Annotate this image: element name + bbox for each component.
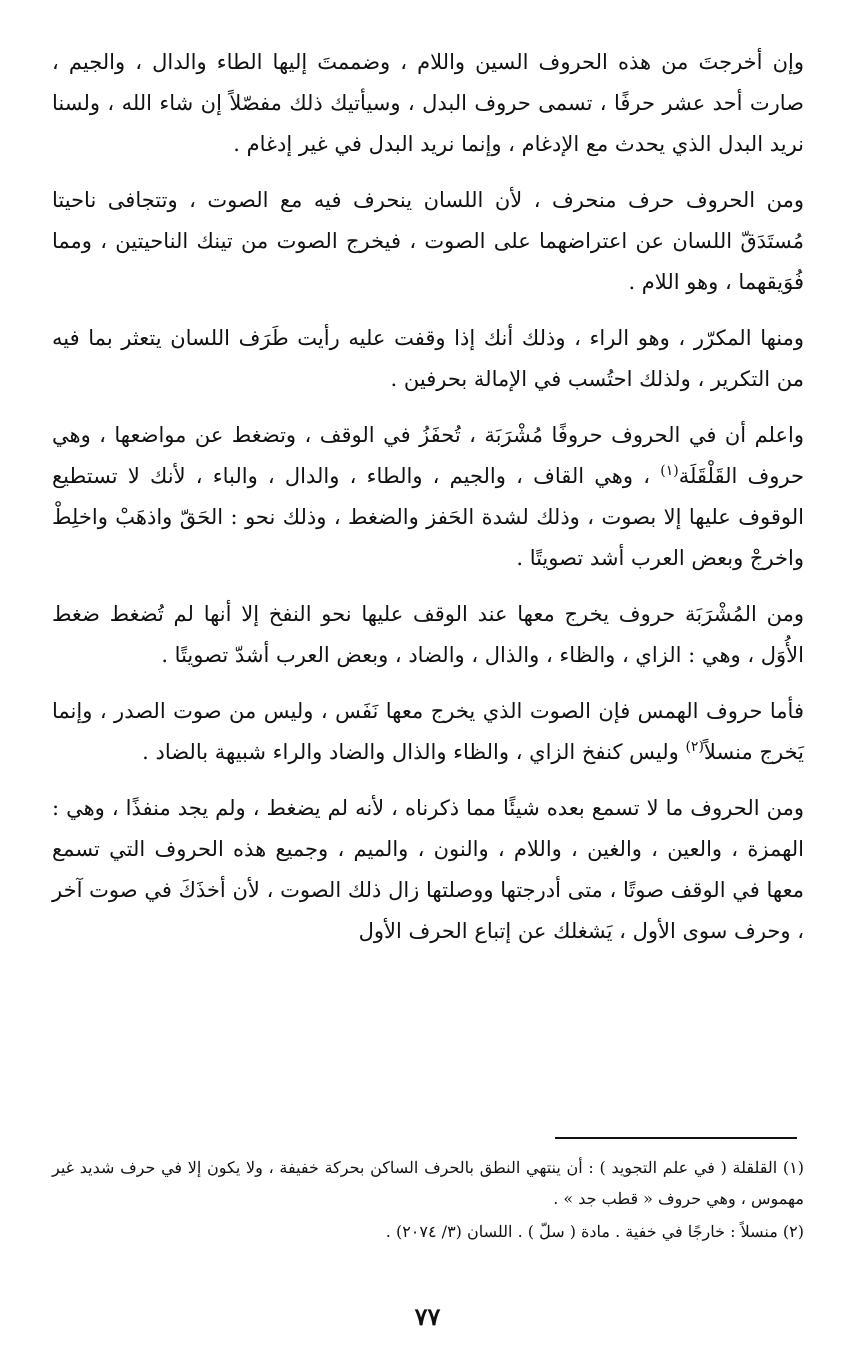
- footnote: (٢) منسلاً : خارجًا في خفية . مادة ( سلّ ) . اللسان (٣/ ٢٠٧٤) .: [385, 1222, 804, 1241]
- page-body: [52, 42, 804, 967]
- paragraph: [52, 415, 804, 579]
- paragraph: ومن المُشْرَبَة حروف يخرج معها عند الوقف عليها نحو النفخ إلا أنها لم تُضغط ضغط الأُوَل ، وهي : الزاي ، والظاء ، والذال ، والضاد ، وبعض العرب أشدّ تصويتًا .: [52, 602, 804, 667]
- paragraph-text: واعلم أن في الحروف حروفًا مُشْرَبَة ، تُحفَزُ في الوقف ، وتضغط عن مواضعها ، وهي حروف القَلْقَلَة: [52, 423, 805, 488]
- footnote-reference[interactable]: (٢): [685, 739, 704, 755]
- footnotes: [52, 1152, 804, 1249]
- paragraph: ومنها المكرّر ، وهو الراء ، وذلك أنك إذا وقفت عليه رأيت طَرَف اللسان يتعثر بما فيه من التكرير ، ولذلك احتُسب في الإمالة بحرفين .: [52, 326, 804, 391]
- footnote-reference[interactable]: (١): [660, 463, 679, 479]
- paragraph: ومن الحروف ما لا تسمع بعده شيئًا مما ذكرناه ، لأنه لم يضغط ، ولم يجد منفذًا ، وهي : الهمزة ، والعين ، والغين ، واللام ، والنون ، والميم ، وجميع هذه الحروف التي تسمع معها في الوقف صوتًا ، متى أدرجتها ووصلتها زال ذلك الصوت ، لأن أخذَكَ في صوت آخر ، وحرف سوى الأول ، يَشغلك عن إتباع الحرف الأول: [52, 796, 804, 943]
- paragraph-text: وليس كنفخ الزاي ، والظاء والذال والضاد والراء شبيهة بالضاد .: [142, 740, 686, 764]
- paragraph: وإن أخرجتَ من هذه الحروف السين واللام ، وضممتَ إليها الطاء والدال ، والجيم ، صارت أحد عشر حرفًا ، تسمى حروف البدل ، وسيأتيك ذلك مفصّلاً إن شاء الله ، ولسنا نريد البدل الذي يحدث مع الإدغام ، وإنما نريد البدل في غير إدغام .: [52, 50, 804, 156]
- paragraph: ومن الحروف حرف منحرف ، لأن اللسان ينحرف فيه مع الصوت ، وتتجافى ناحيتا مُستَدَقّ اللسان عن اعتراضهما على الصوت ، فيخرج الصوت من تينك الناحيتين ، ومما فُوَيقهما ، وهو اللام .: [52, 188, 804, 294]
- paragraph: [52, 691, 804, 773]
- page-number: ٧٧: [414, 1302, 441, 1331]
- footnote: (١) القلقلة ( في علم التجويد ) : أن ينتهي النطق بالحرف الساكن بحركة خفيفة ، ولا يكون إلا في حرف شديد غير مهموس ، وهي حروف « قطب جد » .: [52, 1158, 804, 1208]
- footnote-divider: [555, 1137, 797, 1139]
- paragraph-text: فأما حروف الهمس فإن الصوت الذي يخرج معها نَفَس ، وليس من صوت الصدر ، وإنما يَخرج منسلاً: [52, 699, 804, 764]
- paragraph-text: ، وهي القاف ، والجيم ، والطاء ، والدال ، والباء ، لأنك لا تستطيع الوقوف عليها إلا بصوت ، وذلك لشدة الحَفز والضغط ، وذلك نحو : الحَقّ واذهَبْ واخلِطْ واخرجْ وبعض العرب أشد تصويتًا .: [52, 464, 804, 570]
